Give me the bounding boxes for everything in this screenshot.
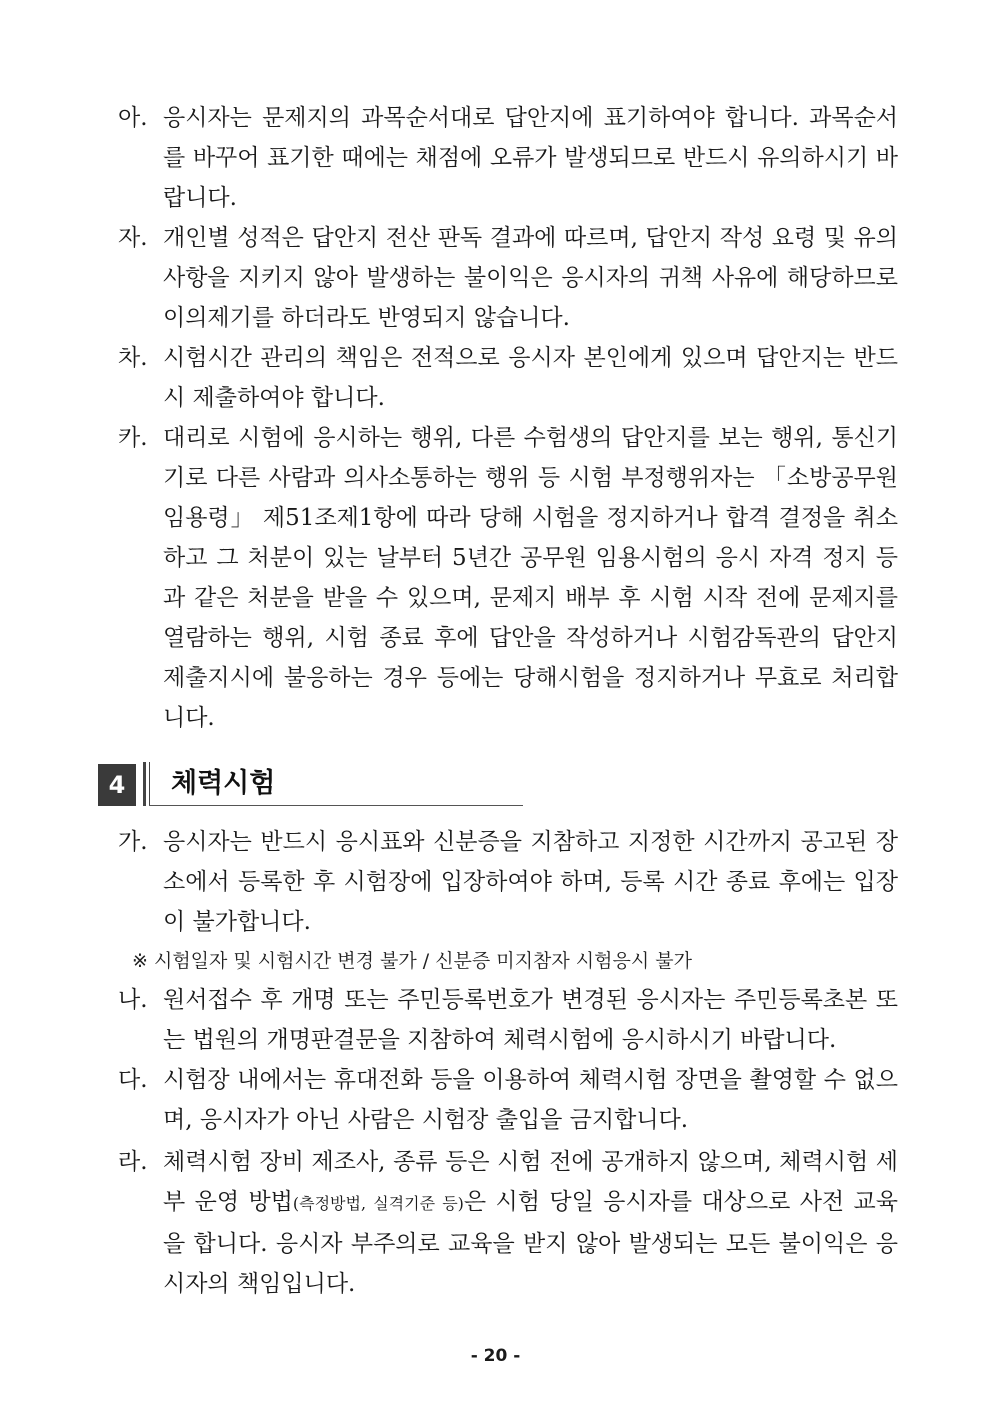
item-marker: 카.	[118, 425, 148, 451]
item-marker: 다.	[118, 1067, 148, 1093]
section-title: 체력시험	[171, 768, 276, 799]
item-marker: 라.	[118, 1149, 148, 1175]
item-text: 시험장 내에서는 휴대전화 등을 이용하여 체력시험 장면을 촬영할 수 없으며, 응시자가 아닌 사람은 시험장 출입을 금지합니다.	[163, 1067, 898, 1133]
note-text: ※ 시험일자 및 시험시간 변경 불가 / 신분증 미지참자 시험응시 불가	[132, 950, 692, 972]
item-text: 시험시간 관리의 책임은 전적으로 응시자 본인에게 있으며 답안지는 반드시 제출하여야 합니다.	[163, 345, 898, 411]
list-item-cha	[118, 338, 898, 418]
item-text: 개인별 성적은 답안지 전산 판독 결과에 따르며, 답안지 작성 요령 및 유의사항을 지키지 않아 발생하는 불이익은 응시자의 귀책 사유에 해당하므로 이의제기를 하더라도 반영되지 않습니다.	[163, 225, 898, 331]
section-heading	[98, 760, 528, 808]
item-marker: 차.	[118, 345, 148, 371]
list-item-na	[118, 980, 898, 1060]
heading-bar	[143, 762, 146, 806]
item-text: 응시자는 문제지의 과목순서대로 답안지에 표기하여야 합니다. 과목순서를 바꾸어 표기한 때에는 채점에 오류가 발생되므로 반드시 유의하시기 바랍니다.	[163, 105, 898, 211]
item-text: 응시자는 반드시 응시표와 신분증을 지참하고 지정한 시간까지 공고된 장소에서 등록한 후 시험장에 입장하여야 하며, 등록 시간 종료 후에는 입장이 불가합니다.	[163, 829, 898, 935]
item-marker: 나.	[118, 987, 148, 1013]
item-text: 대리로 시험에 응시하는 행위, 다른 수험생의 답안지를 보는 행위, 통신기기로 다른 사람과 의사소통하는 행위 등 시험 부정행위자는 「소방공무원임용령」 제51조제1항에 따라 당해 시험을 정지하거나 합격 결정을 취소하고 그 처분이 있는 날부터 5년간 공무원 임용시험의 응시 자격 정지 등과 같은 처분을 받을 수 있으며, 문제지 배부 후 시험 시작 전에 문제지를 열람하는 행위, 시험 종료 후에 답안을 작성하거나 시험감독관의 답안지 제출지시에 불응하는 경우 등에는 당해시험을 정지하거나 무효로 처리합니다.	[163, 425, 898, 731]
list-item-ra	[118, 1142, 898, 1304]
item-text-small: (측정방법, 실격기준 등)	[292, 1194, 464, 1213]
page-number: - 20 -	[470, 1346, 521, 1366]
item-marker: 자.	[118, 225, 148, 251]
list-item-ka	[118, 418, 898, 738]
item-text-part: 체력시험 장비 제조사, 종류 등은 시험 전에 공개하지 않으며, 체력시험 세부 운영 방법	[163, 1149, 898, 1215]
heading-underline	[149, 805, 523, 806]
list-item-da	[118, 1060, 898, 1140]
item-text-part: 은 시험 당일 응시자를 대상으로 사전 교육을 합니다. 응시자 부주의로 교육을 받지 않아 발생되는 모든 불이익은 응시자의 책임입니다.	[163, 1189, 898, 1297]
item-marker: 가.	[118, 829, 148, 855]
heading-bar-thin	[149, 762, 150, 806]
item-text: 원서접수 후 개명 또는 주민등록번호가 변경된 응시자는 주민등록초본 또는 법원의 개명판결문을 지참하여 체력시험에 응시하시기 바랍니다.	[163, 987, 898, 1053]
list-item-ga	[118, 822, 898, 942]
item-text	[163, 1142, 898, 1304]
list-item-ja	[118, 218, 898, 338]
section-number: 4	[98, 764, 136, 806]
item-marker: 아.	[118, 105, 148, 131]
list-item-a	[118, 98, 898, 218]
